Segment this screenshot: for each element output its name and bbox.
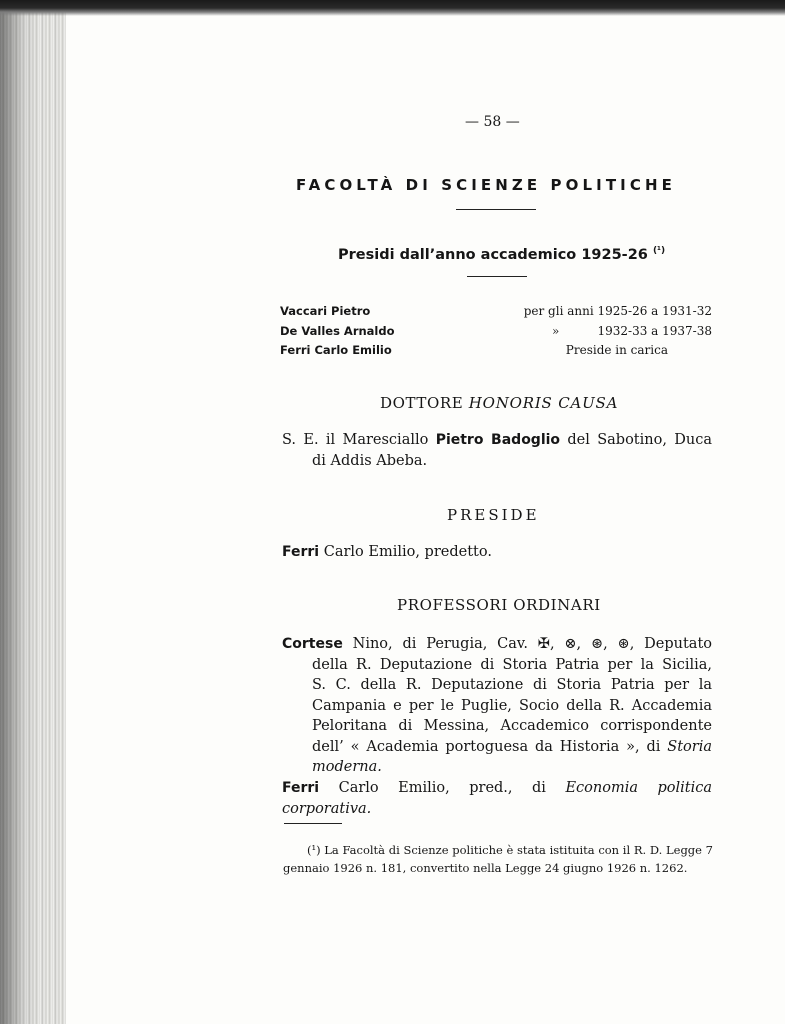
cortese-line xyxy=(282,737,712,758)
honoris-heading-italic: HONORIS CAUSA xyxy=(468,394,619,412)
honoris-heading xyxy=(380,394,618,412)
footnote: (¹) La Facoltà di Scienze politiche è stata istituita con il R. D. Legge 7 gennaio 1926 n. 181, convertito nella Legge 24 giugno 1926 n. 1262. xyxy=(283,843,713,875)
cortese-subject: moderna. xyxy=(312,759,382,775)
presidi-row xyxy=(280,343,712,363)
honoris-line-2: di Addis Abeba. xyxy=(312,452,428,469)
honoris-line xyxy=(282,430,712,451)
cortese-line: della R. Deputazione di Storia Patria per la Sicilia, xyxy=(312,656,712,673)
cortese-line xyxy=(282,757,712,778)
page-number: — 58 — xyxy=(465,114,520,130)
presidi-heading-text: Presidi dall’anno accademico 1925-26 xyxy=(338,246,648,263)
ferri-subject: Economia politica corporativa. xyxy=(282,780,713,817)
presidi-period: » 1932-33 a 1937-38 xyxy=(552,323,712,338)
title-divider xyxy=(456,209,536,210)
top-scan-edge xyxy=(0,0,785,16)
cortese-line xyxy=(282,634,712,655)
cortese-line: Peloritana di Messina, Accademico corrispondente xyxy=(312,718,712,734)
page-binding-edge xyxy=(0,0,66,1024)
ferri-text: Carlo Emilio, pred., di xyxy=(338,780,546,796)
honoris-prefix: S. E. il Maresciallo xyxy=(282,432,429,448)
ordinari-heading: PROFESSORI ORDINARI xyxy=(397,596,601,614)
presidi-name: Ferri Carlo Emilio xyxy=(280,343,392,357)
cortese-line: S. C. della R. Deputazione di Storia Patria per la xyxy=(312,677,712,693)
preside-entry xyxy=(282,542,712,563)
cortese-subject: Storia xyxy=(667,738,713,755)
presidi-heading xyxy=(338,246,665,263)
honoris-entry xyxy=(282,430,712,471)
presidi-row xyxy=(280,324,712,344)
honoris-suffix: del Sabotino, Duca xyxy=(567,432,713,448)
presidi-name: Vaccari Pietro xyxy=(280,304,371,318)
honoris-name: Pietro Badoglio xyxy=(435,432,561,448)
presidi-row xyxy=(280,304,712,324)
ferri-surname: Ferri xyxy=(282,780,320,796)
preside-text: Carlo Emilio, predetto. xyxy=(323,544,492,560)
preside-surname: Ferri xyxy=(282,544,320,560)
cortese-surname: Cortese xyxy=(282,636,343,652)
preside-heading: PRESIDE xyxy=(447,506,540,524)
ordinari-entry-ferri xyxy=(282,778,712,819)
presidi-period: per gli anni 1925-26 a 1931-32 xyxy=(523,304,712,318)
cortese-line: Campania e per le Puglie, Socio della R. Accademia xyxy=(312,697,712,714)
honoris-heading-text: DOTTORE xyxy=(380,394,464,412)
presidi-divider xyxy=(467,276,527,277)
presidi-name: De Valles Arnaldo xyxy=(280,323,395,338)
faculty-title: FACOLTÀ DI SCIENZE POLITICHE xyxy=(296,176,676,194)
presidi-footnote-ref: (¹) xyxy=(652,246,666,256)
cortese-text: dell’ « Academia portoguesa da Historia », di xyxy=(312,738,661,755)
presidi-period: Preside in carica xyxy=(565,343,668,357)
footnote-divider xyxy=(284,823,342,824)
ordinari-entry-cortese xyxy=(282,634,712,778)
ferri-line xyxy=(282,778,712,819)
cortese-text: Nino, di Perugia, Cav. ✠, ⊗, ⊛, ⊛, Deputato xyxy=(352,636,712,652)
presidi-table xyxy=(280,304,712,363)
